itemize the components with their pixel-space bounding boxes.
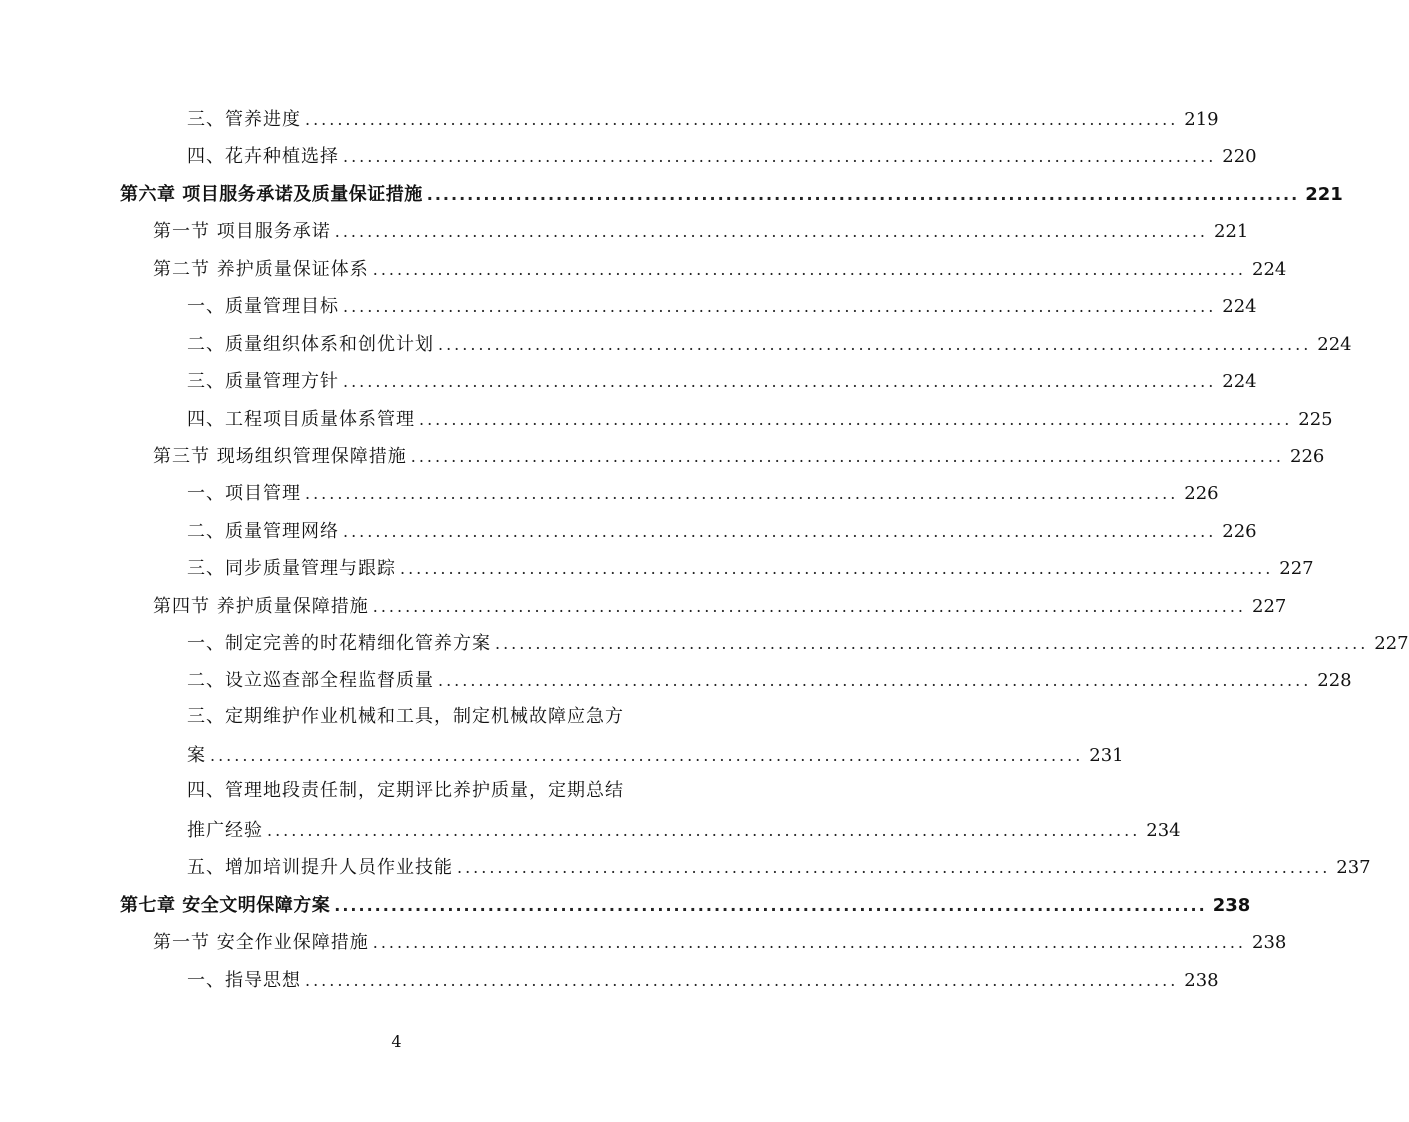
toc-leader-dots: ............................................................................................................ xyxy=(438,335,1312,354)
toc-entry[interactable] xyxy=(187,480,1219,506)
toc-leader-dots: ............................................................................................................ xyxy=(305,110,1179,129)
toc-entry-page: 238 xyxy=(1252,932,1287,953)
toc-section-entry[interactable] xyxy=(153,443,1325,469)
toc-leader-dots: ............................................................................................................ xyxy=(334,896,1207,915)
toc-entry-label: 第一节 安全作业保障措施 xyxy=(153,932,369,953)
toc-leader-dots: ............................................................................................................ xyxy=(343,147,1217,166)
toc-entry-label: 一、制定完善的时花精细化管养方案 xyxy=(187,633,491,654)
toc-leader-dots: ............................................................................................................ xyxy=(400,559,1274,578)
toc-leader-dots: ............................................................................................................ xyxy=(210,746,1084,765)
toc-leader-dots: ............................................................................................................ xyxy=(343,372,1217,391)
toc-leader-dots: ............................................................................................................ xyxy=(305,971,1179,990)
toc-entry-page: 221 xyxy=(1305,184,1343,205)
toc-section-entry[interactable] xyxy=(153,218,1249,244)
toc-entry-label: 案 xyxy=(187,745,206,766)
toc-entry[interactable] xyxy=(187,742,1124,768)
toc-entry-page: 227 xyxy=(1279,558,1314,579)
toc-entry-label: 三、质量管理方针 xyxy=(187,371,339,392)
toc-entry-label: 三、管养进度 xyxy=(187,109,301,130)
toc-entry-label: 三、同步质量管理与跟踪 xyxy=(187,558,396,579)
toc-entry-label-wrapped-line: 四、管理地段责任制，定期评比养护质量，定期总结 xyxy=(187,780,624,801)
toc-entry-page: 227 xyxy=(1252,596,1287,617)
toc-entry-page: 238 xyxy=(1212,895,1251,916)
toc-entry-label: 推广经验 xyxy=(187,820,263,841)
toc-entry-page: 226 xyxy=(1290,446,1325,467)
toc-chapter-entry[interactable] xyxy=(120,181,1343,207)
toc-entry-page: 228 xyxy=(1317,670,1352,691)
toc-entry-page: 231 xyxy=(1089,745,1124,766)
toc-section-entry[interactable] xyxy=(153,593,1287,619)
toc-entry-page: 237 xyxy=(1336,857,1371,878)
toc-entry-label: 二、设立巡查部全程监督质量 xyxy=(187,670,434,691)
toc-entry[interactable] xyxy=(187,854,1371,880)
toc-leader-dots: ............................................................................................................ xyxy=(343,297,1217,316)
toc-entry[interactable] xyxy=(187,143,1257,169)
toc-entry-label: 二、质量管理网络 xyxy=(187,521,339,542)
toc-entry-label: 第三节 现场组织管理保障措施 xyxy=(153,446,407,467)
toc-leader-dots: ............................................................................................................ xyxy=(457,858,1331,877)
toc-entry-label: 四、花卉种植选择 xyxy=(187,146,339,167)
toc-entry-label-wrapped-line: 三、定期维护作业机械和工具，制定机械故障应急方 xyxy=(187,706,624,727)
toc-entry[interactable] xyxy=(187,555,1314,581)
toc-entry[interactable] xyxy=(187,331,1352,357)
toc-leader-dots: ............................................................................................................ xyxy=(372,597,1247,616)
toc-entry[interactable] xyxy=(187,368,1257,394)
toc-entry-label: 第二节 养护质量保证体系 xyxy=(153,259,369,280)
toc-leader-dots: ............................................................................................................ xyxy=(334,222,1209,241)
toc-entry-page: 220 xyxy=(1222,146,1257,167)
toc-leader-dots: ............................................................................................................ xyxy=(372,260,1247,279)
toc-entry-page: 227 xyxy=(1374,633,1409,654)
toc-entry-page: 224 xyxy=(1222,371,1257,392)
toc-leader-dots: ............................................................................................................ xyxy=(343,522,1217,541)
toc-entry[interactable] xyxy=(187,293,1257,319)
toc-entry[interactable] xyxy=(187,518,1257,544)
toc-leader-dots: ............................................................................................................ xyxy=(419,410,1293,429)
toc-entry-page: 219 xyxy=(1184,109,1219,130)
toc-entry-page: 234 xyxy=(1146,820,1181,841)
toc-entry-label: 一、项目管理 xyxy=(187,483,301,504)
toc-entry-page: 224 xyxy=(1317,334,1352,355)
toc-entry-page: 226 xyxy=(1184,483,1219,504)
toc-leader-dots: ............................................................................................................ xyxy=(267,821,1141,840)
toc-entry-page: 238 xyxy=(1184,970,1219,991)
toc-leader-dots: ............................................................................................................ xyxy=(426,185,1300,204)
toc-entry[interactable] xyxy=(187,630,1409,656)
toc-entry-label: 第七章 安全文明保障方案 xyxy=(120,895,331,916)
toc-leader-dots: ............................................................................................................ xyxy=(495,634,1369,653)
toc-entry-label: 第四节 养护质量保障措施 xyxy=(153,596,369,617)
toc-entry-label: 第一节 项目服务承诺 xyxy=(153,221,331,242)
toc-leader-dots: ............................................................................................................ xyxy=(305,484,1179,503)
toc-entry[interactable] xyxy=(187,667,1352,693)
toc-section-entry[interactable] xyxy=(153,929,1287,955)
toc-entry-label: 五、增加培训提升人员作业技能 xyxy=(187,857,453,878)
toc-entry-label: 四、工程项目质量体系管理 xyxy=(187,409,415,430)
toc-entry-label: 第六章 项目服务承诺及质量保证措施 xyxy=(120,184,423,205)
toc-entry-page: 224 xyxy=(1222,296,1257,317)
toc-entry-label: 二、质量组织体系和创优计划 xyxy=(187,334,434,355)
toc-entry[interactable] xyxy=(187,967,1219,993)
toc-entry-page: 226 xyxy=(1222,521,1257,542)
toc-entry[interactable] xyxy=(187,406,1333,432)
toc-entry-label: 一、指导思想 xyxy=(187,970,301,991)
toc-entry[interactable] xyxy=(187,106,1219,132)
toc-entry-page: 221 xyxy=(1214,221,1249,242)
page-number: 4 xyxy=(391,1032,402,1051)
toc-leader-dots: ............................................................................................................ xyxy=(410,447,1285,466)
toc-entry-page: 224 xyxy=(1252,259,1287,280)
toc-entry-label: 一、质量管理目标 xyxy=(187,296,339,317)
toc-leader-dots: ............................................................................................................ xyxy=(372,933,1247,952)
toc-leader-dots: ............................................................................................................ xyxy=(438,671,1312,690)
toc-entry-page: 225 xyxy=(1298,409,1333,430)
toc-entry[interactable] xyxy=(187,817,1181,843)
toc-chapter-entry[interactable] xyxy=(120,892,1251,918)
toc-section-entry[interactable] xyxy=(153,256,1287,282)
